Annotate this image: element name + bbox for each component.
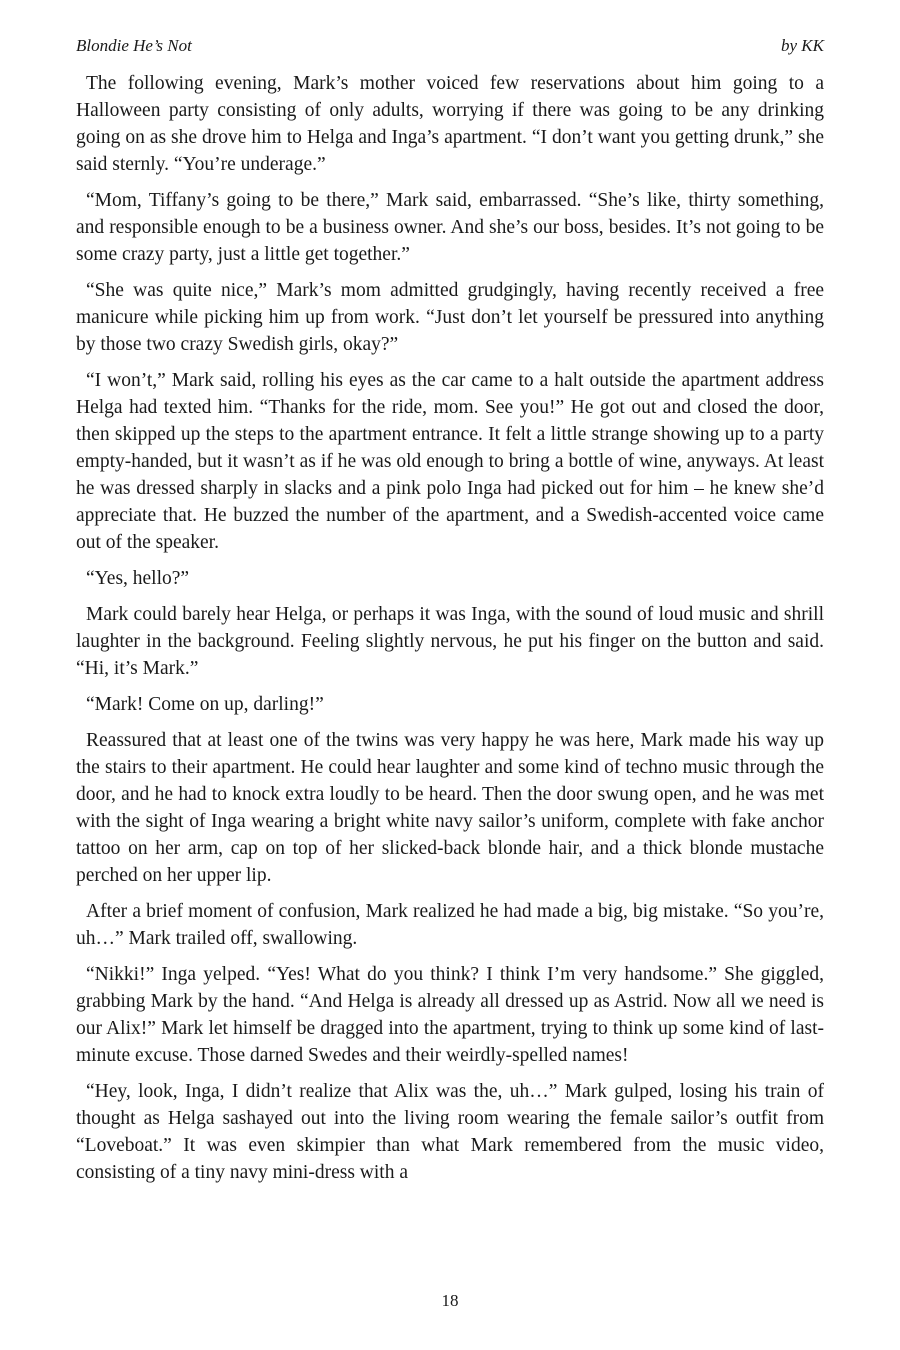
- page-number: 18: [441, 1291, 459, 1310]
- paragraph: “Yes, hello?”: [86, 568, 190, 589]
- book-author: by KK: [781, 36, 824, 55]
- paragraph: “Mom, Tiffany’s going to be there,” Mark said, embarrassed. “She’s like, thirty something, and responsible enough to be a business owner. And she’s our boss, besides. It’s not going to be some crazy party, just a little get together.”: [76, 190, 824, 265]
- paragraph: “Mark! Come on up, darling!”: [86, 694, 324, 715]
- paragraph: “Hey, look, Inga, I didn’t realize that Alix was the, uh…” Mark gulped, losing his train of thought as Helga sashayed out into the living room wearing the female sailor’s outfit from “Loveboat.” It was even skimpier than what Mark remembered from the music video, consisting of a tiny navy mini-dress with a: [76, 1081, 824, 1183]
- paragraph: Reassured that at least one of the twins was very happy he was here, Mark made his way up the stairs to their apartment. He could hear laughter and some kind of techno music through the door, and he had to knock extra loudly to be heard. Then the door swung open, and he was met with the sight of Inga wearing a bright white navy sailor’s uniform, complete with fake anchor tattoo on her arm, cap on top of her slicked-back blonde hair, and a thick blonde mustache perched on her upper lip.: [76, 730, 824, 886]
- paragraph: After a brief moment of confusion, Mark realized he had made a big, big mistake. “So you’re, uh…” Mark trailed off, swallowing.: [76, 901, 824, 949]
- book-title: Blondie He’s Not: [76, 36, 192, 55]
- paragraph: “I won’t,” Mark said, rolling his eyes as the car came to a halt outside the apartment address Helga had texted him. “Thanks for the ride, mom. See you!” He got out and closed the door, then skipped up the steps to the apartment entrance. It felt a little strange showing up to a party empty-handed, but it wasn’t as if he was old enough to bring a bottle of wine, anyways. At least he was dressed sharply in slacks and a pink polo Inga had picked out for him – he knew she’d appreciate that. He buzzed the number of the apartment, and a Swedish-accented voice came out of the speaker.: [76, 370, 824, 553]
- paragraph: The following evening, Mark’s mother voiced few reservations about him going to a Halloween party consisting of only adults, worrying if there was going to be any drinking going on as she drove him to Helga and Inga’s apartment. “I don’t want you getting drunk,” she said sternly. “You’re underage.”: [76, 73, 824, 175]
- paragraph: “Nikki!” Inga yelped. “Yes! What do you think? I think I’m very handsome.” She giggled, grabbing Mark by the hand. “And Helga is already all dressed up as Astrid. Now all we need is our Alix!” Mark let himself be dragged into the apartment, trying to think up some kind of last-minute excuse. Those darned Swedes and their weirdly-spelled names!: [76, 964, 824, 1066]
- body-text: [76, 70, 824, 1195]
- paragraph: Mark could barely hear Helga, or perhaps it was Inga, with the sound of loud music and shrill laughter in the background. Feeling slightly nervous, he put his finger on the button and said. “Hi, it’s Mark.”: [76, 604, 824, 679]
- paragraph: “She was quite nice,” Mark’s mom admitted grudgingly, having recently received a free manicure while picking him up from work. “Just don’t let yourself be pressured into anything by those two crazy Swedish girls, okay?”: [76, 280, 824, 355]
- running-header: [76, 36, 824, 58]
